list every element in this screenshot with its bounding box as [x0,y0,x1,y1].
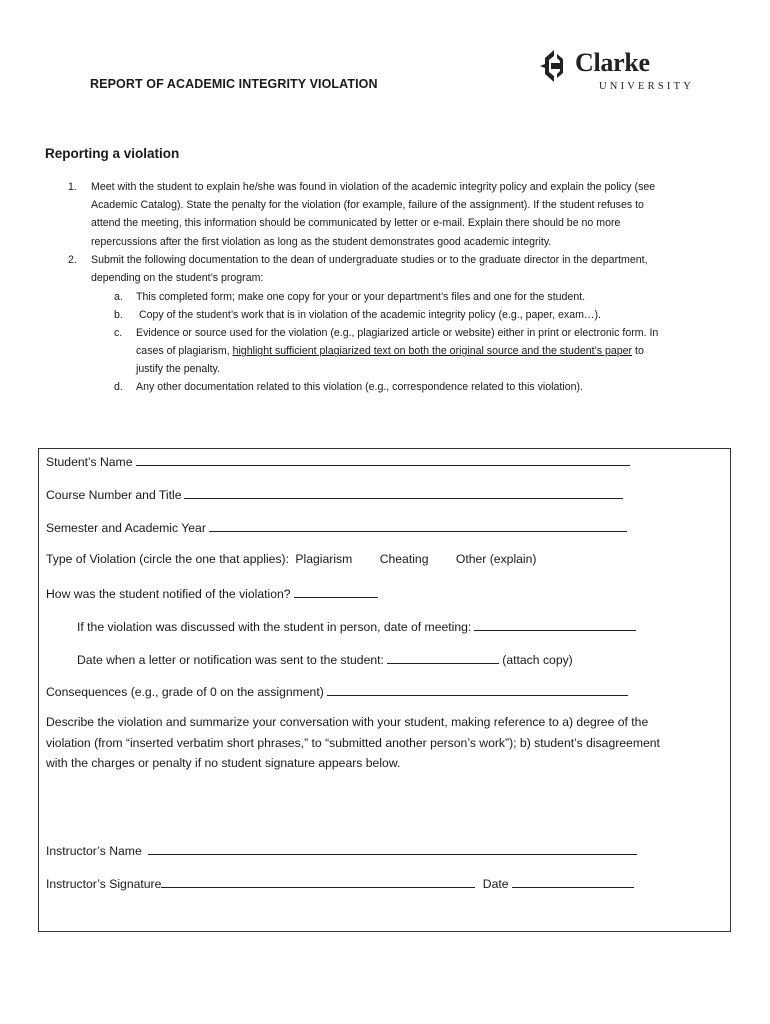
violation-form [38,448,731,932]
meeting-date-label: If the violation was discussed with the student in person, date of meeting: [77,620,472,634]
section-heading: Reporting a violation [45,146,180,161]
course-row [46,486,623,502]
clarke-university-logo [537,44,707,94]
describe-instructions [46,712,726,774]
meeting-date-field[interactable] [474,618,636,631]
meeting-date-row [77,618,636,634]
text-line: with the charges or penalty if no student signature appears below. [46,756,401,770]
report-title: REPORT OF ACADEMIC INTEGRITY VIOLATION [90,77,378,91]
text-line: attend the meeting, this information should be communicated by letter or e-mail. Explain there should be no more [91,217,621,230]
student-name-label: Student’s Name [46,455,133,469]
course-label: Course Number and Title [46,488,182,502]
step-1-text [91,178,731,251]
text-line: violation (from “inserted verbatim short phrases,” to “submitted another person’s work”); b) student’s disagreement [46,735,660,750]
text-line: Evidence or source used for the violation (e.g., plagiarized article or website) either in print or electronic form. In [136,327,659,339]
clarke-emblem-icon [537,48,571,84]
letter-date-label: Date when a letter or notification was sent to the student: [77,653,384,667]
notified-label: How was the student notified of the violation? [46,587,291,601]
logo-wordmark: Clarke [575,48,650,77]
consequences-label: Consequences (e.g., grade of 0 on the assignment) [46,685,324,699]
violation-type-label: Type of Violation (circle the one that applies): [46,552,289,566]
student-name-row [46,453,630,469]
sub-letter: a. [114,291,123,303]
date-field[interactable] [512,875,634,888]
instructor-signature-row [46,875,634,891]
instructor-signature-field[interactable] [161,875,475,888]
step-number: 1. [68,181,77,193]
option-plagiarism[interactable]: Plagiarism [295,552,353,566]
text-line: repercussions after the first violation as long as the student demonstrates good academic integrity. [91,235,552,248]
sub-item-c [136,324,736,379]
text-line: cases of plagiarism, highlight sufficient plagiarized text on both the original source and the student’s paper to [136,345,644,358]
step-number: 2. [68,254,77,266]
letter-date-row [77,651,573,667]
text-line: Describe the violation and summarize your conversation with your student, making reference to a) degree of the [46,715,649,729]
text-line: justify the penalty. [136,363,221,376]
semester-label: Semester and Academic Year [46,521,206,535]
student-name-field[interactable] [136,453,630,466]
course-field[interactable] [184,486,623,499]
sub-letter: c. [114,327,123,339]
option-other[interactable]: Other (explain) [455,552,537,566]
sub-item-d: Any other documentation related to this violation (e.g., correspondence related to this violation). [136,381,583,393]
instructor-signature-label: Instructor’s Signature [46,877,162,891]
semester-row [46,519,627,535]
violation-type-row [46,552,536,566]
notified-row [46,585,378,601]
sub-item-a: This completed form; make one copy for your or your department’s files and one for the student. [136,291,586,303]
sub-letter: d. [114,381,123,393]
instructor-name-label: Instructor’s Name [46,844,142,858]
text-line: Submit the following documentation to the dean of undergraduate studies or to the graduate director in the department, [91,254,648,266]
step-2-text [91,251,731,287]
logo-subtitle: UNIVERSITY [599,81,694,92]
text-line: Academic Catalog). State the penalty for the violation (for example, failure of the assignment). If the student refuses to [91,199,644,212]
instructor-name-field[interactable] [148,842,637,855]
text-line: depending on the student’s program: [91,272,264,285]
text-line: Meet with the student to explain he/she was found in violation of the academic integrity policy and explain the policy (see [91,181,656,193]
semester-field[interactable] [209,519,627,532]
date-label: Date [482,877,509,891]
option-cheating[interactable]: Cheating [379,552,429,566]
letter-date-field[interactable] [387,651,499,664]
sub-letter: b. [114,309,123,321]
sub-item-b: Copy of the student’s work that is in violation of the academic integrity policy (e.g., paper, exam…). [136,309,601,321]
underlined-instruction: highlight sufficient plagiarized text on both the original source and the student’s paper [232,345,633,358]
instructor-name-row [46,842,637,858]
attach-note: (attach copy) [502,653,573,667]
notified-field[interactable] [294,585,378,598]
consequences-field[interactable] [327,683,628,696]
consequences-row [46,683,628,699]
